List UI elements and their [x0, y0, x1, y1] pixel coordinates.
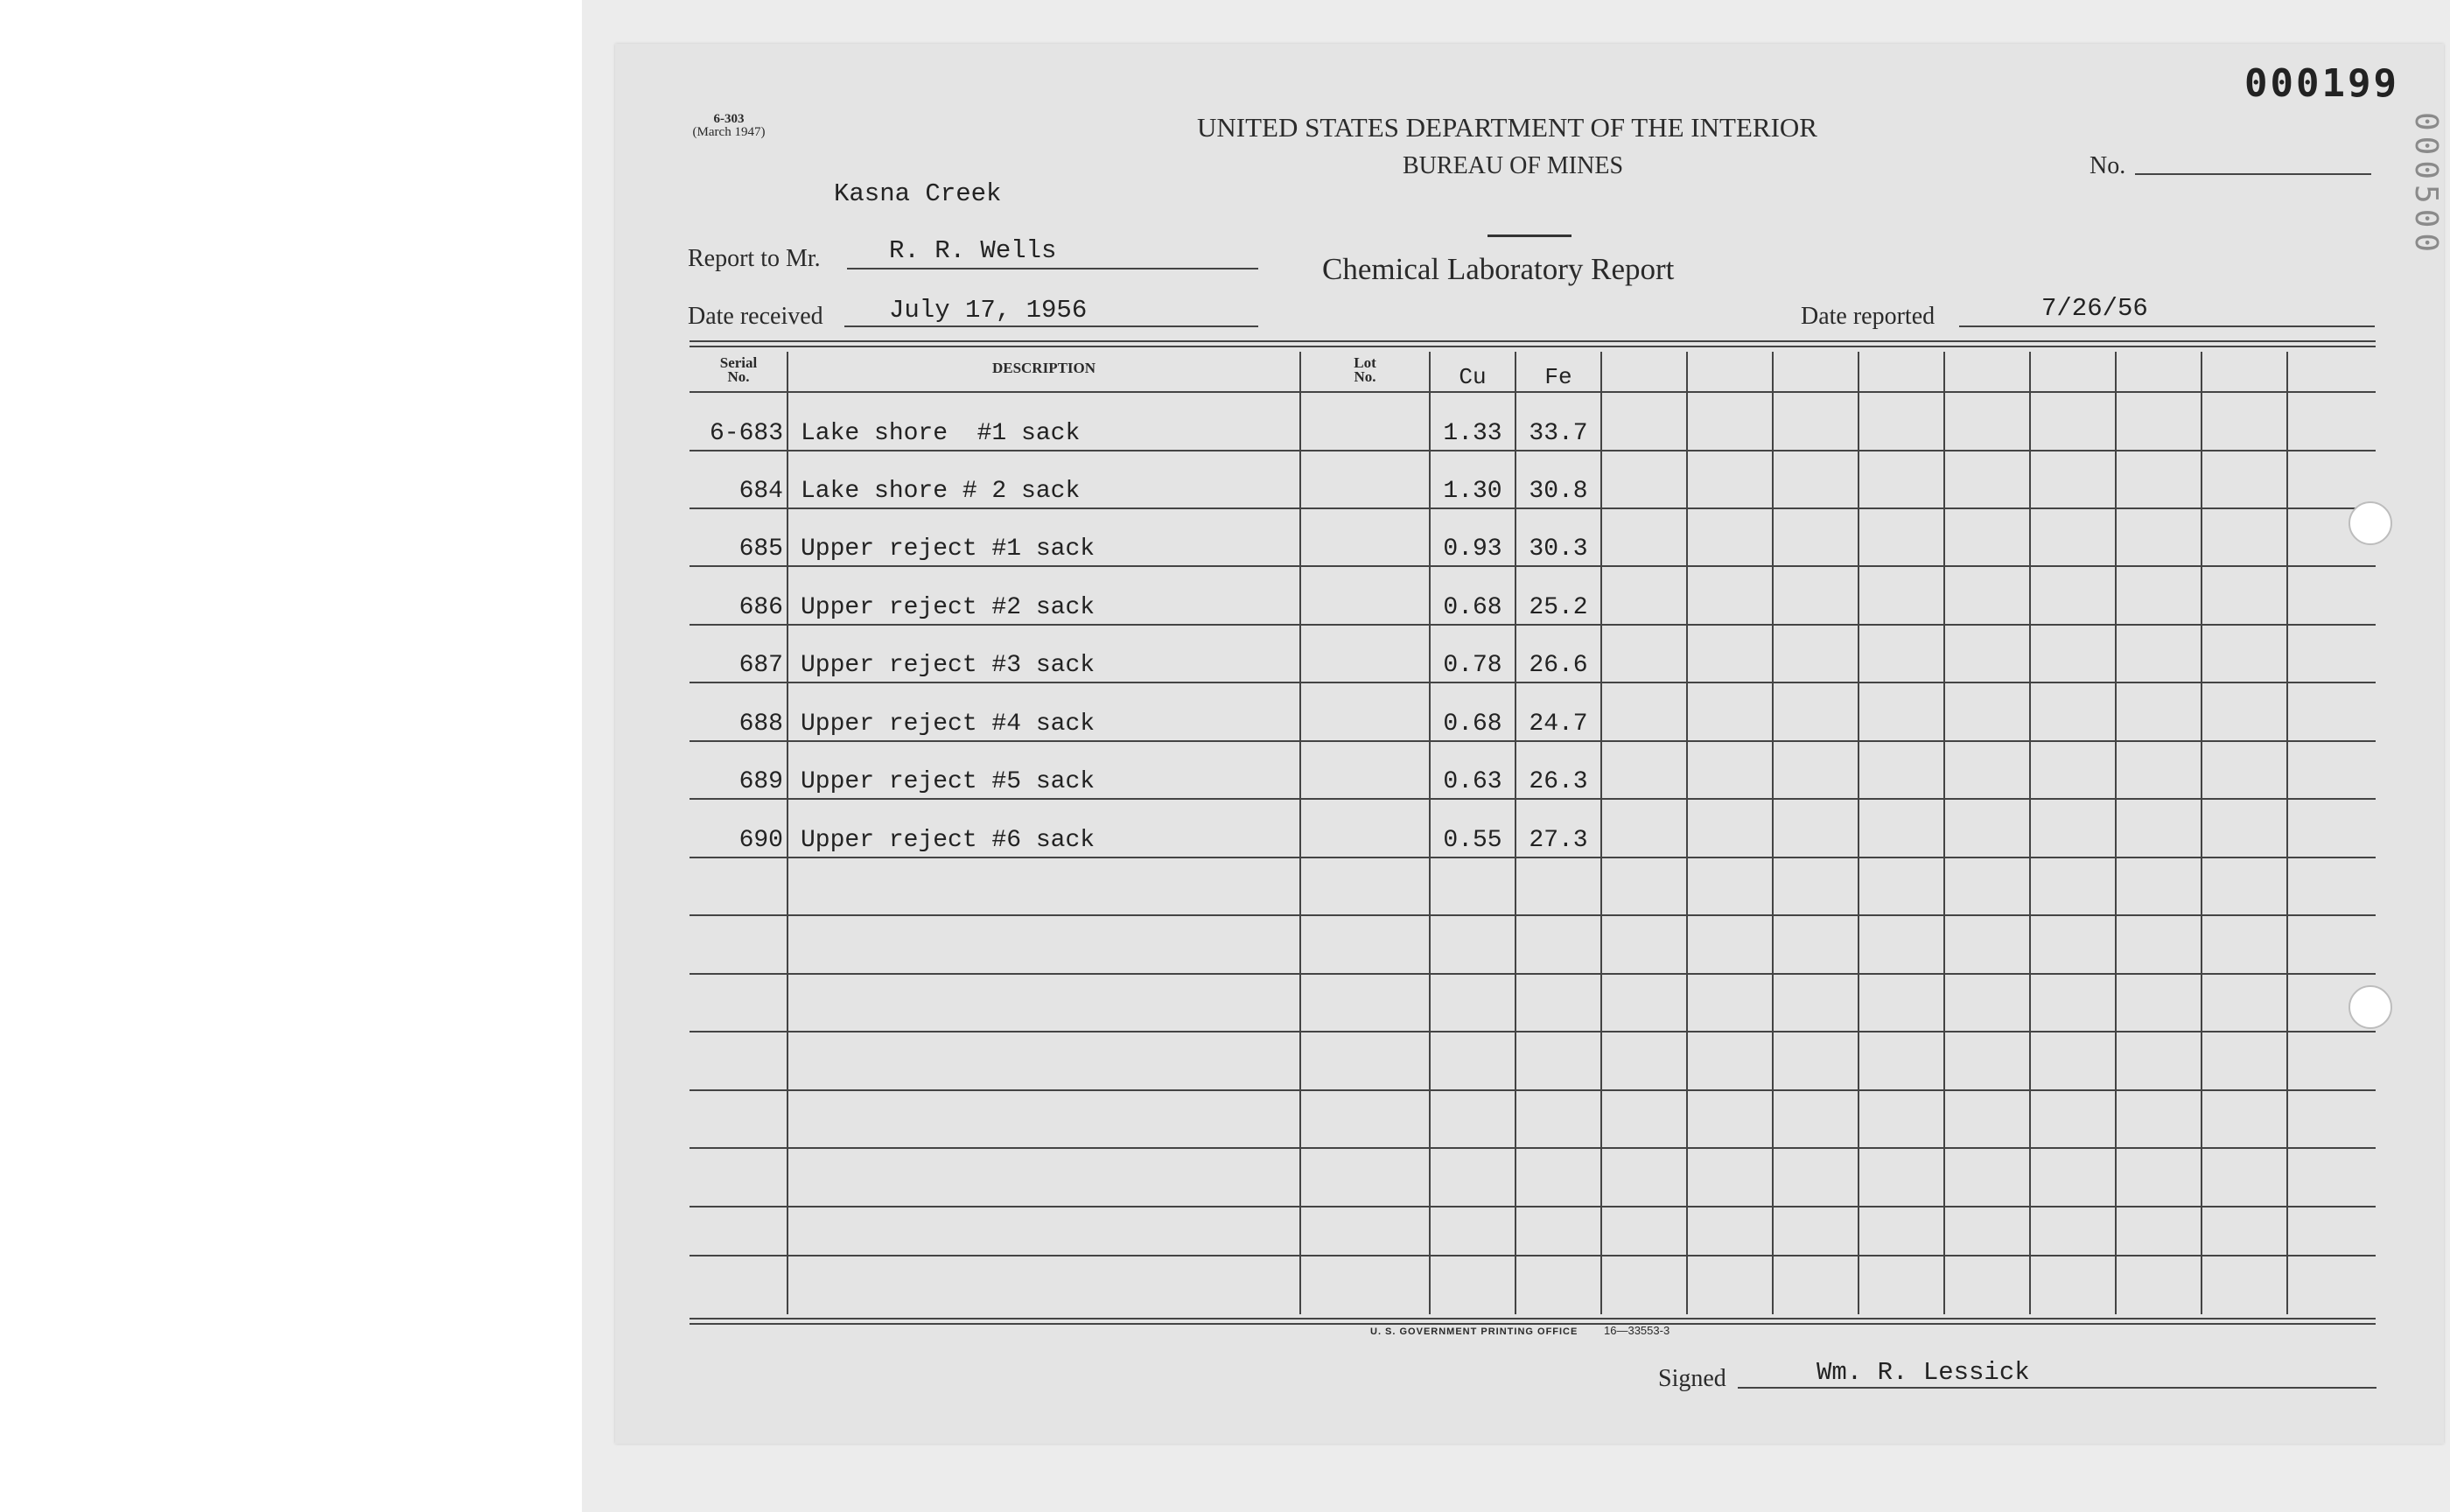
bureau-heading: BUREAU OF MINES [1403, 152, 1624, 179]
description-cell: Upper reject #1 sack [801, 536, 1096, 563]
description-cell: Upper reject #3 sack [801, 652, 1096, 679]
fe-cell: 27.3 [1529, 827, 1588, 854]
cu-cell: 0.68 [1443, 710, 1502, 738]
document-stamp-number: 000199 [2244, 61, 2399, 106]
serial-header-line1: Serial [719, 354, 758, 371]
serial-cell: 686 [738, 594, 783, 621]
fe-cell: 26.3 [1529, 768, 1588, 795]
department-heading: UNITED STATES DEPARTMENT OF THE INTERIOR [1197, 112, 1817, 143]
report-to-label: Report to Mr. [688, 245, 821, 272]
serial-cell: 684 [738, 478, 783, 505]
signature-line [1738, 1387, 2376, 1389]
serial-cell: 690 [738, 827, 783, 854]
punch-hole [2348, 985, 2392, 1029]
fe-cell: 24.7 [1529, 710, 1588, 738]
fe-cell: 30.3 [1529, 536, 1588, 563]
report-sheet [615, 44, 2444, 1444]
report-title: Chemical Laboratory Report [1322, 252, 1675, 286]
serial-header-line2: No. [727, 368, 750, 385]
cu-cell: 0.93 [1443, 536, 1502, 563]
date-reported-value: 7/26/56 [2041, 294, 2148, 323]
serial-cell: 689 [738, 768, 783, 795]
report-to-value: R. R. Wells [889, 236, 1057, 265]
fe-cell: 33.7 [1529, 420, 1588, 447]
fe-cell: 25.2 [1529, 594, 1588, 621]
cu-cell: 0.63 [1443, 768, 1502, 795]
table-grid [615, 44, 2444, 1444]
location-text: Kasna Creek [834, 179, 1002, 208]
description-cell: Lake shore # 2 sack [801, 478, 1081, 505]
serial-cell: 6-683 [709, 420, 783, 447]
no-label: No. [2090, 152, 2126, 179]
vertical-stamp-number: 000500 [2408, 112, 2444, 258]
signed-label: Signed [1658, 1365, 1726, 1392]
date-reported-label: Date reported [1801, 303, 1936, 330]
form-number: 6-303 [713, 112, 745, 126]
signature-value: Wm. R. Lessick [1816, 1358, 2030, 1387]
cu-cell: 1.33 [1443, 420, 1502, 447]
cu-cell: 0.68 [1443, 594, 1502, 621]
description-cell: Upper reject #2 sack [801, 594, 1096, 621]
fe-header: Fe [1544, 364, 1572, 390]
lot-header-line2: No. [1354, 368, 1376, 385]
cu-cell: 0.78 [1443, 652, 1502, 679]
serial-cell: 688 [738, 710, 783, 738]
cu-cell: 1.30 [1443, 478, 1502, 505]
printing-code: 16—33553-3 [1604, 1324, 1670, 1337]
description-cell: Lake shore #1 sack [801, 420, 1081, 447]
cu-header: Cu [1459, 364, 1487, 390]
serial-cell: 687 [738, 652, 783, 679]
date-received-value: July 17, 1956 [889, 296, 1088, 325]
punch-hole [2348, 501, 2392, 545]
fe-cell: 26.6 [1529, 652, 1588, 679]
serial-cell: 685 [738, 536, 783, 563]
description-cell: Upper reject #6 sack [801, 827, 1096, 854]
description-header: DESCRIPTION [991, 360, 1096, 376]
date-received-label: Date received [688, 303, 823, 330]
fe-cell: 30.8 [1529, 478, 1588, 505]
description-cell: Upper reject #4 sack [801, 710, 1096, 738]
printing-office: U. S. GOVERNMENT PRINTING OFFICE [1370, 1326, 1578, 1337]
cu-cell: 0.55 [1443, 827, 1502, 854]
form-date: (March 1947) [692, 125, 766, 139]
description-cell: Upper reject #5 sack [801, 768, 1096, 795]
lot-header-line1: Lot [1354, 354, 1376, 371]
